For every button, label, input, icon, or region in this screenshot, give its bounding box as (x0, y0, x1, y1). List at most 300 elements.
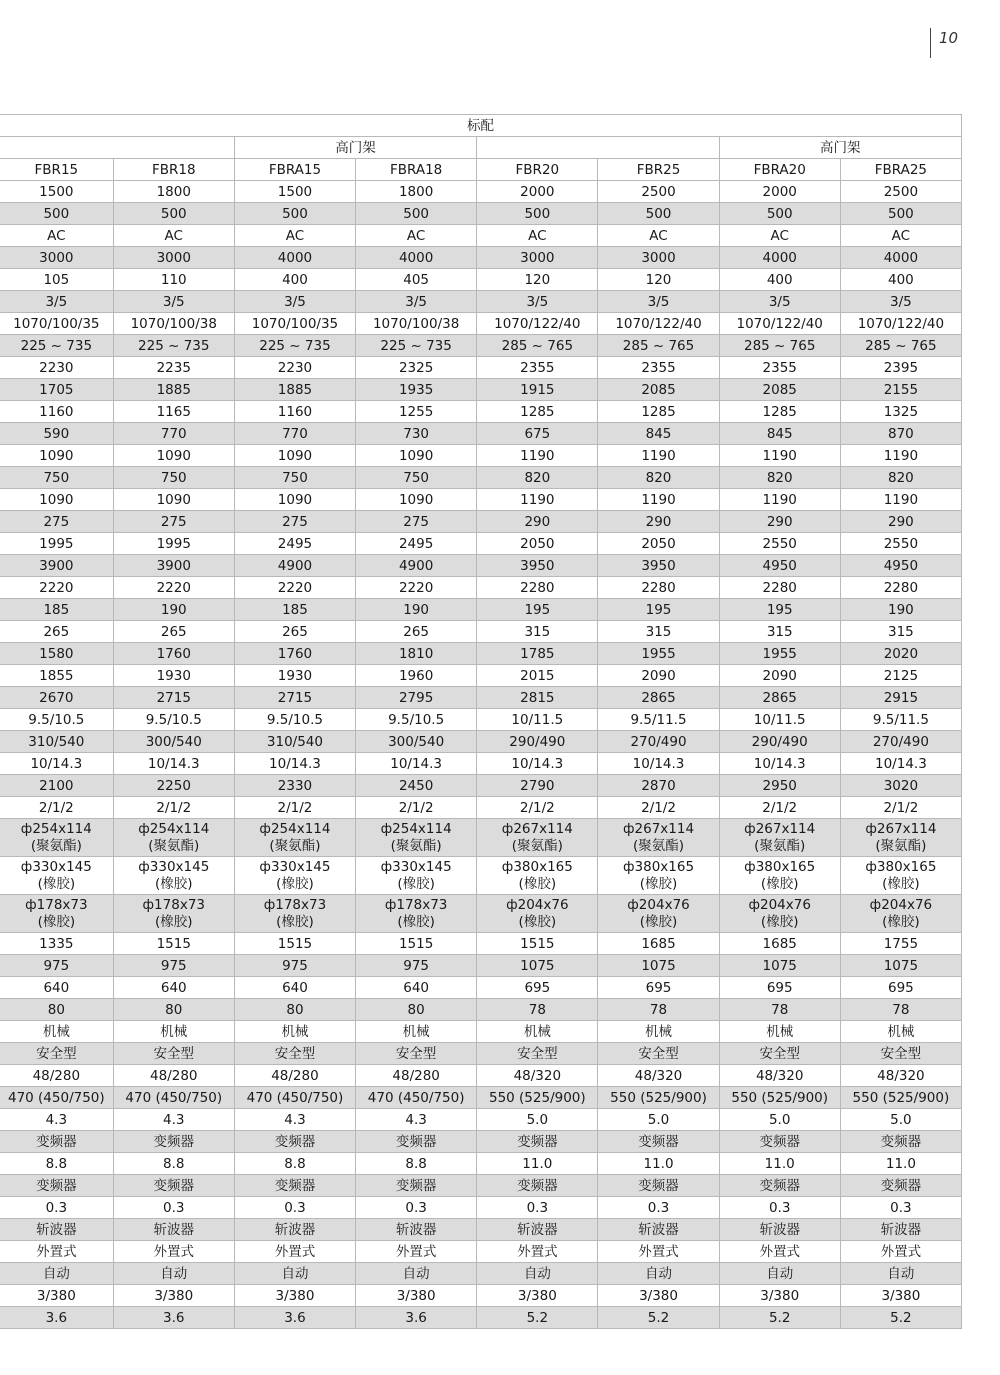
table-cell-line: (橡胶) (276, 875, 314, 892)
table-cell: 400 (234, 269, 355, 291)
table-cell: 1760 (113, 643, 234, 665)
table-cell-line: (橡胶) (518, 913, 557, 930)
table-cell: 2000 (719, 181, 840, 203)
table-cell: 5.0 (477, 1109, 598, 1131)
table-cell: 1190 (840, 445, 961, 467)
table-cell (477, 857, 598, 895)
table-cell-line: ф178x73 (142, 896, 205, 913)
table-row (0, 357, 962, 379)
table-row (0, 269, 962, 291)
table-row (0, 621, 962, 643)
table-row (0, 933, 962, 955)
table-cell: 2670 (0, 687, 113, 709)
table-cell: 安全型 (840, 1043, 961, 1065)
table-cell: 自动 (840, 1263, 961, 1285)
table-cell: 185 (0, 599, 113, 621)
table-cell: 11.0 (477, 1153, 598, 1175)
table-cell: 4000 (356, 247, 477, 269)
table-cell: 1090 (0, 445, 113, 467)
table-cell: 1930 (234, 665, 355, 687)
table-cell: 550 (525/900) (719, 1087, 840, 1109)
table-cell: 1685 (719, 933, 840, 955)
table-row (0, 1043, 962, 1065)
table-cell: 0.3 (840, 1197, 961, 1219)
table-cell: 3/380 (719, 1285, 840, 1307)
spec-table-body (0, 181, 962, 1329)
table-row (0, 797, 962, 819)
table-cell (719, 895, 840, 933)
table-cell: 1800 (356, 181, 477, 203)
table-cell: 3/5 (477, 291, 598, 313)
table-row (0, 445, 962, 467)
table-cell-line: (聚氨酯) (269, 837, 321, 854)
table-cell: 500 (598, 203, 719, 225)
table-cell: 275 (234, 511, 355, 533)
table-cell: 195 (719, 599, 840, 621)
table-cell: 10/14.3 (840, 753, 961, 775)
table-cell: 110 (113, 269, 234, 291)
table-cell (477, 895, 598, 933)
table-cell: 斩波器 (113, 1219, 234, 1241)
table-row (0, 955, 962, 977)
table-cell: 80 (356, 999, 477, 1021)
table-cell: 自动 (113, 1263, 234, 1285)
table-cell: 4.3 (234, 1109, 355, 1131)
table-cell: 3/380 (113, 1285, 234, 1307)
table-cell: 2355 (719, 357, 840, 379)
table-cell: 1995 (0, 533, 113, 555)
table-cell: 2280 (719, 577, 840, 599)
table-cell: 48/280 (0, 1065, 113, 1087)
table-row (0, 753, 962, 775)
table-cell: 2790 (477, 775, 598, 797)
table-cell: 225 ~ 735 (113, 335, 234, 357)
table-cell: 695 (719, 977, 840, 999)
model-header-row (0, 159, 962, 181)
table-row (0, 203, 962, 225)
table-cell: 640 (0, 977, 113, 999)
table-cell-line: ф254x114 (259, 820, 331, 837)
table-cell: 2220 (234, 577, 355, 599)
table-cell: 845 (598, 423, 719, 445)
table-cell: 斩波器 (0, 1219, 113, 1241)
table-cell: 1090 (234, 445, 355, 467)
table-cell-line: ф254x114 (20, 820, 92, 837)
table-cell: 变频器 (840, 1131, 961, 1153)
table-row (0, 895, 962, 933)
table-cell: 1500 (234, 181, 355, 203)
table-cell: 290/490 (719, 731, 840, 753)
table-cell-line: ф330x145 (380, 858, 452, 875)
table-row (0, 709, 962, 731)
table-cell: 1885 (113, 379, 234, 401)
table-cell-line: (聚氨酯) (390, 837, 442, 854)
table-cell: 285 ~ 765 (598, 335, 719, 357)
table-cell: 285 ~ 765 (719, 335, 840, 357)
table-cell: 机械 (598, 1021, 719, 1043)
table-cell: 10/14.3 (356, 753, 477, 775)
table-row (0, 857, 962, 895)
table-cell: 1515 (356, 933, 477, 955)
table-cell: 1935 (356, 379, 477, 401)
table-cell: 4900 (356, 555, 477, 577)
table-cell: 2280 (477, 577, 598, 599)
table-cell: 1325 (840, 401, 961, 423)
table-cell: 1335 (0, 933, 113, 955)
table-cell: 斩波器 (234, 1219, 355, 1241)
table-cell: 5.0 (598, 1109, 719, 1131)
table-cell: 安全型 (234, 1043, 355, 1065)
table-cell (356, 819, 477, 857)
table-cell: 2500 (840, 181, 961, 203)
table-cell (719, 857, 840, 895)
table-cell: 1955 (598, 643, 719, 665)
table-cell: 770 (234, 423, 355, 445)
table-row (0, 489, 962, 511)
table-row (0, 577, 962, 599)
table-cell-line: ф178x73 (25, 896, 88, 913)
table-cell: 0.3 (356, 1197, 477, 1219)
table-row (0, 313, 962, 335)
model-header-cell: FBR15 (0, 159, 113, 181)
table-cell-line: ф267x114 (622, 820, 695, 837)
table-cell: 275 (113, 511, 234, 533)
table-cell: 285 ~ 765 (840, 335, 961, 357)
table-cell-line: ф204x76 (627, 896, 690, 913)
table-cell: 变频器 (356, 1175, 477, 1197)
table-cell: 2950 (719, 775, 840, 797)
table-cell: 315 (840, 621, 961, 643)
table-cell: 变频器 (113, 1175, 234, 1197)
table-cell: 变频器 (840, 1175, 961, 1197)
table-cell: 550 (525/900) (840, 1087, 961, 1109)
table-cell: AC (0, 225, 113, 247)
table-cell: 安全型 (113, 1043, 234, 1065)
table-cell: 190 (840, 599, 961, 621)
table-cell: 1070/100/35 (0, 313, 113, 335)
table-cell (234, 895, 355, 933)
table-cell: 285 ~ 765 (477, 335, 598, 357)
table-cell: 80 (0, 999, 113, 1021)
table-cell: 265 (113, 621, 234, 643)
table-cell: 3000 (477, 247, 598, 269)
spec-table-container (0, 114, 962, 1329)
table-cell: 3/380 (840, 1285, 961, 1307)
table-cell: 1515 (113, 933, 234, 955)
table-cell: 3020 (840, 775, 961, 797)
table-cell: 500 (477, 203, 598, 225)
table-cell: 自动 (719, 1263, 840, 1285)
table-cell-line: ф204x76 (506, 896, 569, 913)
table-cell: 10/14.3 (113, 753, 234, 775)
table-cell: 2220 (356, 577, 477, 599)
table-cell: 斩波器 (356, 1219, 477, 1241)
table-cell: 225 ~ 735 (234, 335, 355, 357)
table-row (0, 1263, 962, 1285)
table-cell: 变频器 (0, 1131, 113, 1153)
table-cell: 8.8 (0, 1153, 113, 1175)
table-cell: 3/5 (113, 291, 234, 313)
table-cell: 8.8 (113, 1153, 234, 1175)
table-cell: 750 (113, 467, 234, 489)
table-cell: 2100 (0, 775, 113, 797)
table-cell: 290 (719, 511, 840, 533)
table-cell: 2715 (234, 687, 355, 709)
table-cell: 变频器 (356, 1131, 477, 1153)
table-cell: 470 (450/750) (356, 1087, 477, 1109)
table-cell: 500 (0, 203, 113, 225)
table-cell: 1090 (113, 445, 234, 467)
table-cell-line: (聚氨酯) (30, 837, 82, 854)
table-cell: AC (840, 225, 961, 247)
table-cell-line: (橡胶) (276, 913, 314, 930)
table-cell: 78 (598, 999, 719, 1021)
table-cell (840, 857, 961, 895)
header-spacer (477, 137, 719, 159)
table-cell: 1160 (234, 401, 355, 423)
table-cell: 2395 (840, 357, 961, 379)
table-cell: 270/490 (840, 731, 961, 753)
table-cell-line: (橡胶) (882, 913, 920, 930)
table-cell-line: ф330x145 (138, 858, 210, 875)
table-row (0, 643, 962, 665)
table-cell: 斩波器 (719, 1219, 840, 1241)
table-cell: 275 (356, 511, 477, 533)
table-cell: 1190 (477, 489, 598, 511)
table-cell: 500 (234, 203, 355, 225)
table-cell: 2865 (719, 687, 840, 709)
table-cell: 2915 (840, 687, 961, 709)
table-cell-line: (聚氨酯) (148, 837, 200, 854)
table-cell: 2000 (477, 181, 598, 203)
table-cell: 1070/122/40 (719, 313, 840, 335)
table-cell: 1090 (356, 445, 477, 467)
table-cell: 1960 (356, 665, 477, 687)
table-cell (598, 895, 719, 933)
table-cell-line: (橡胶) (397, 913, 435, 930)
table-cell: 3950 (598, 555, 719, 577)
table-cell: 770 (113, 423, 234, 445)
table-cell: 2280 (840, 577, 961, 599)
table-cell: 10/11.5 (477, 709, 598, 731)
table-cell: 1090 (234, 489, 355, 511)
table-cell: 975 (356, 955, 477, 977)
table-cell: 1255 (356, 401, 477, 423)
high-mast-label-right: 高门架 (719, 137, 961, 159)
table-cell (234, 819, 355, 857)
table-cell: 11.0 (719, 1153, 840, 1175)
table-cell: 3000 (113, 247, 234, 269)
table-cell: 3/5 (719, 291, 840, 313)
table-cell: 3.6 (113, 1307, 234, 1329)
table-cell: 470 (450/750) (0, 1087, 113, 1109)
table-cell: 405 (356, 269, 477, 291)
table-row (0, 775, 962, 797)
table-cell-line: (橡胶) (518, 875, 557, 892)
table-cell: 1070/122/40 (840, 313, 961, 335)
table-cell: 1090 (0, 489, 113, 511)
table-cell: 225 ~ 735 (356, 335, 477, 357)
table-cell: 225 ~ 735 (0, 335, 113, 357)
table-cell-line: ф204x76 (748, 896, 811, 913)
table-cell: 2250 (113, 775, 234, 797)
table-cell (719, 819, 840, 857)
table-cell: 400 (840, 269, 961, 291)
table-cell: 640 (234, 977, 355, 999)
table-cell: 1190 (477, 445, 598, 467)
table-cell: 1070/100/38 (113, 313, 234, 335)
table-cell: 1515 (234, 933, 355, 955)
table-cell: 315 (719, 621, 840, 643)
table-cell-line: (聚氨酯) (511, 837, 563, 854)
table-cell: 48/280 (356, 1065, 477, 1087)
table-cell: 3.6 (356, 1307, 477, 1329)
table-cell: 机械 (356, 1021, 477, 1043)
table-cell: 190 (113, 599, 234, 621)
table-cell: 640 (113, 977, 234, 999)
table-row (0, 533, 962, 555)
table-cell-line: (聚氨酯) (632, 837, 685, 854)
model-header-cell: FBRA18 (356, 159, 477, 181)
table-row (0, 1065, 962, 1087)
table-cell: 2325 (356, 357, 477, 379)
table-cell-line: (聚氨酯) (754, 837, 806, 854)
table-row (0, 665, 962, 687)
table-row (0, 1219, 962, 1241)
table-cell: 2220 (113, 577, 234, 599)
table-cell: 3.6 (234, 1307, 355, 1329)
page-number-marker (930, 28, 958, 58)
table-cell: 870 (840, 423, 961, 445)
table-row (0, 379, 962, 401)
table-cell-line: (橡胶) (639, 875, 678, 892)
table-cell: 变频器 (477, 1175, 598, 1197)
table-cell: 1285 (477, 401, 598, 423)
table-cell: 机械 (719, 1021, 840, 1043)
table-cell: 5.2 (598, 1307, 719, 1329)
table-row (0, 225, 962, 247)
table-cell-line: ф178x73 (263, 896, 327, 913)
table-cell: 3/380 (598, 1285, 719, 1307)
table-cell: 2050 (598, 533, 719, 555)
table-cell: 2050 (477, 533, 598, 555)
table-cell: 外置式 (234, 1241, 355, 1263)
table-cell: 2715 (113, 687, 234, 709)
table-cell: 195 (598, 599, 719, 621)
table-cell: 机械 (113, 1021, 234, 1043)
table-row (0, 1087, 962, 1109)
table-cell: 0.3 (598, 1197, 719, 1219)
table-cell: 750 (356, 467, 477, 489)
table-cell: 9.5/10.5 (0, 709, 113, 731)
table-cell: 0.3 (113, 1197, 234, 1219)
table-cell: 2550 (719, 533, 840, 555)
table-row (0, 511, 962, 533)
table-cell: 265 (0, 621, 113, 643)
table-cell: 1580 (0, 643, 113, 665)
table-row (0, 1109, 962, 1131)
table-cell: 2495 (356, 533, 477, 555)
table-cell (0, 857, 113, 895)
table-row (0, 999, 962, 1021)
model-header-cell: FBRA15 (234, 159, 355, 181)
table-cell: 195 (477, 599, 598, 621)
table-cell: 820 (598, 467, 719, 489)
table-cell: 290 (598, 511, 719, 533)
table-cell: 265 (356, 621, 477, 643)
table-cell (356, 895, 477, 933)
table-cell: 1785 (477, 643, 598, 665)
table-cell: 1705 (0, 379, 113, 401)
header-spacer (0, 137, 234, 159)
table-cell: 8.8 (356, 1153, 477, 1175)
table-cell: 48/280 (234, 1065, 355, 1087)
table-cell: 4.3 (356, 1109, 477, 1131)
table-cell: 2085 (598, 379, 719, 401)
table-cell-line: ф204x76 (869, 896, 933, 913)
table-row (0, 247, 962, 269)
table-cell: 3/380 (356, 1285, 477, 1307)
table-cell: 3000 (0, 247, 113, 269)
table-cell: 2155 (840, 379, 961, 401)
table-cell: 78 (719, 999, 840, 1021)
table-cell: 290/490 (477, 731, 598, 753)
table-cell: AC (356, 225, 477, 247)
table-cell-line: ф330x145 (259, 858, 331, 875)
table-row (0, 1241, 962, 1263)
table-cell: 750 (234, 467, 355, 489)
table-row (0, 819, 962, 857)
table-cell: 5.2 (477, 1307, 598, 1329)
table-cell: 10/14.3 (598, 753, 719, 775)
table-cell: 3.6 (0, 1307, 113, 1329)
table-cell: 1070/122/40 (598, 313, 719, 335)
table-cell: 2235 (113, 357, 234, 379)
table-cell: 270/490 (598, 731, 719, 753)
table-cell-line: ф178x73 (384, 896, 448, 913)
table-cell-line: ф254x114 (138, 820, 210, 837)
table-cell: 1070/100/38 (356, 313, 477, 335)
table-cell: 1760 (234, 643, 355, 665)
table-cell-line: (橡胶) (760, 913, 799, 930)
table-cell: 4.3 (0, 1109, 113, 1131)
table-cell: 1190 (719, 445, 840, 467)
table-cell: 安全型 (356, 1043, 477, 1065)
table-cell-line: (聚氨酯) (875, 837, 927, 854)
table-cell: 2280 (598, 577, 719, 599)
table-cell (598, 857, 719, 895)
table-cell: 1885 (234, 379, 355, 401)
table-cell: 190 (356, 599, 477, 621)
table-cell: 5.0 (719, 1109, 840, 1131)
table-cell: AC (477, 225, 598, 247)
table-cell: 3950 (477, 555, 598, 577)
table-cell: 2495 (234, 533, 355, 555)
table-cell: 1075 (477, 955, 598, 977)
table-cell: 1810 (356, 643, 477, 665)
table-cell-line: ф267x114 (501, 820, 573, 837)
table-cell-line: ф380x165 (744, 858, 816, 875)
model-header-cell: FBR20 (477, 159, 598, 181)
table-cell: 0.3 (0, 1197, 113, 1219)
table-cell: 2/1/2 (598, 797, 719, 819)
table-cell: 48/320 (477, 1065, 598, 1087)
table-cell: 外置式 (356, 1241, 477, 1263)
table-cell: 2090 (598, 665, 719, 687)
table-cell: 1075 (598, 955, 719, 977)
table-cell: 550 (525/900) (598, 1087, 719, 1109)
table-cell (234, 857, 355, 895)
